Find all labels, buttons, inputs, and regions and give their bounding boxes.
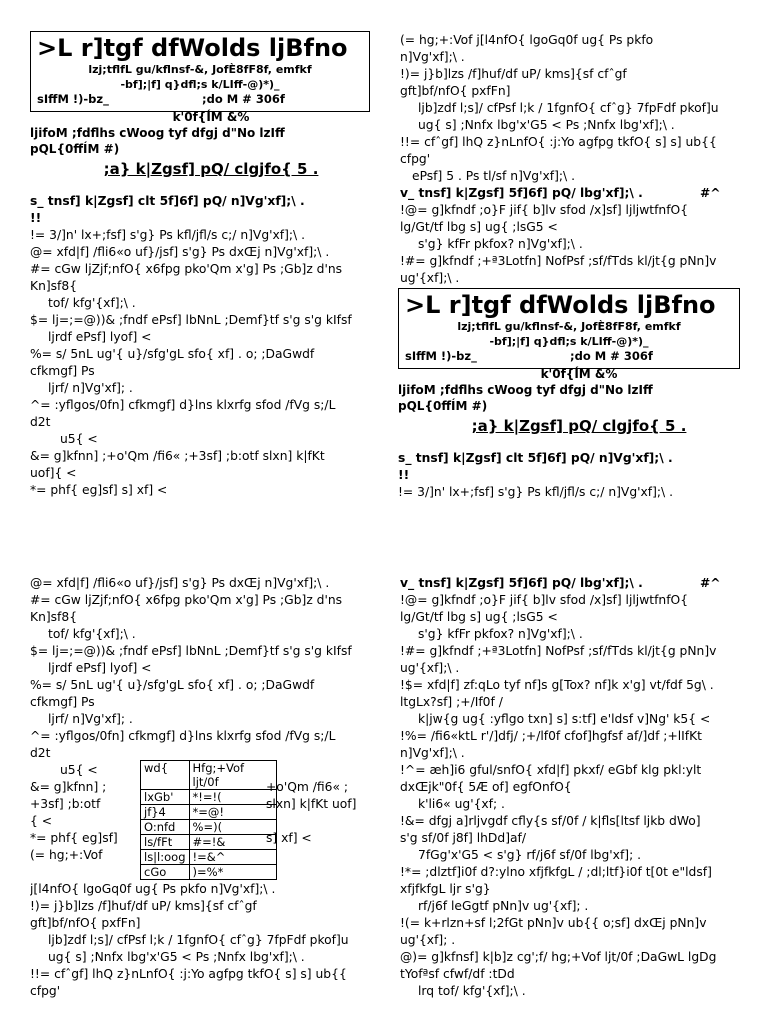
table-cell-population: #=!&	[189, 835, 276, 850]
question-line: uof]{ <	[30, 466, 77, 480]
question-line: !&= dfgj a]rljvgdf cfly{s sf/0f / k|fls[ltsf ljkb dWo]	[400, 814, 701, 828]
question-line: ^= :yflgos/0fn] cfkmgf] d}lns klxrfg sfod /fVg s;/L	[30, 398, 336, 412]
right-column-mid	[398, 288, 760, 501]
question-line: ljb]zdf l;s]/ cfPsf l;k / 1fgnfO{ cfˆg} 7fpFdf pkof]u	[418, 101, 719, 115]
question-line: 7fGg'x'G5 < s'g} rf/j6f sf/0f lbg'xf]; .	[418, 848, 642, 862]
left-column-top	[30, 31, 392, 499]
header-subtitle-1: lzj;tflfL gu/kflnsf-&, JofÈ8fF8f, emfkf	[88, 63, 312, 76]
section-mark: !!	[30, 211, 42, 225]
question-line: d2t	[30, 746, 51, 760]
question-line: &= g]kfnn] ;	[30, 780, 107, 794]
table-row	[141, 761, 277, 790]
table-row	[141, 835, 277, 850]
question-line: !!= cfˆgf] lhQ z}nLnfO{ :j:Yo agfpg tkfO{ s] s] ub{{	[400, 135, 717, 149]
exam-header-box	[30, 31, 370, 112]
board-title: >L r]tgf dfWolds ljBfno	[37, 34, 348, 62]
table-cell-population: Hfg;+Vof ljt/0f	[189, 761, 276, 790]
table-cell-population: )=%*	[189, 865, 276, 880]
question-line: { <	[30, 814, 53, 828]
question-line: ug'{xf];\ .	[400, 661, 460, 675]
question-line: ug{ s] ;Nnfx lbg'x'G5 < Ps ;Nnfx lbg'xf];\ .	[418, 118, 675, 132]
question-line: ljrdf ePsf] lyof] <	[48, 661, 152, 675]
question-line: cfkmgf] Ps	[30, 695, 95, 709]
table-row	[141, 865, 277, 880]
time-label: ;do M # 306f	[570, 349, 653, 363]
pass-marks: pQL{0ffÍM #)	[398, 399, 488, 413]
question-line: lg/Gt/tf lbg s] ug{ ;lsG5 <	[400, 610, 558, 624]
question-line: !#= g]kfndf ;+ª3Lotfn] NofPsf ;sf/fTds kl/jt{g pNn]v	[400, 644, 717, 658]
header-subtitle-2: -bf];|f] q}dfl;s k/LIff-@)*)_	[120, 78, 280, 91]
question-line: cfpg'	[400, 152, 431, 166]
question-line: ljb]zdf l;s]/ cfPsf l;k / 1fgnfO{ cfˆg} 7fpFdf pkof]u	[48, 933, 349, 947]
beside-table-text	[266, 779, 356, 813]
question-line: !^= æh]i6 gful/snfO{ xfd|f] pkxf/ eGbf klg pkl:ylt	[400, 763, 702, 777]
question-line: d2t	[30, 415, 51, 429]
question-line: !@= g]kfndf ;o}F jif{ b]lv sfod /x]sf] ljljwtfnfO{	[400, 593, 689, 607]
question-line: s'g} kfFr pkfox? n]Vg'xf];\ .	[418, 237, 583, 251]
table-row	[141, 850, 277, 865]
table-cell-population: *!=!(	[189, 790, 276, 805]
question-line: tof/ kfg'{xf];\ .	[48, 296, 136, 310]
question-line: !*= ;dlztf]i0f d?:ylno xfjfkfgL / ;dl;ltf}i0f t[0t e"ldsf]	[400, 865, 712, 879]
question-line: +o'Qm /fi6« ;	[266, 780, 349, 794]
question-line: ljrf/ n]Vg'xf]; .	[48, 712, 133, 726]
question-list	[30, 227, 392, 499]
question-line: ug{ s] ;Nnfx lbg'x'G5 < Ps ;Nnfx lbg'xf];\ .	[48, 950, 305, 964]
question-line: gft]bf/nfO{ pxfFn]	[400, 84, 511, 98]
question-line: cfpg'	[30, 984, 61, 998]
question-line: $= lj=;=@))& ;fndf ePsf] lbNnL ;Demf}tf s'g s'g kIfsf	[30, 644, 352, 658]
question-line: ug'{xf];\ .	[400, 271, 460, 285]
question-line: u5{ <	[60, 432, 98, 446]
section-heading-text: v_ tnsf] k|Zgsf] 5f]6f] pQ/ lbg'xf];\ .	[400, 576, 643, 590]
question-line: tof/ kfg'{xf];\ .	[48, 627, 136, 641]
population-table	[140, 760, 277, 880]
class-label: sIffM !)-bz_	[405, 349, 477, 363]
question-line: #= cGw ljZjf;nfO{ x6fpg pko'Qm x'g] Ps ;Gb]z d'ns	[30, 262, 343, 276]
question-line: !#= g]kfndf ;+ª3Lotfn] NofPsf ;sf/fTds kl/jt{g pNn]v	[400, 254, 717, 268]
question-line: cfkmgf] Ps	[30, 364, 95, 378]
question-line: s'g sf/0f j8f] lhDd]af/	[400, 831, 527, 845]
population-table-wrap	[140, 760, 277, 880]
question-line: #= cGw ljZjf;nfO{ x6fpg pko'Qm x'g] Ps ;Gb]z d'ns	[30, 593, 343, 607]
beside-table-text-2	[266, 830, 312, 847]
board-title: >L r]tgf dfWolds ljBfno	[405, 291, 716, 319]
question-line: %= s/ 5nL ug'{ u}/sfg'gL sfo{ xf] . o; ;DaGwdf	[30, 678, 315, 692]
section-heading: s_ tnsf] k|Zgsf] clt 5f]6f] pQ/ n]Vg'xf];\ .	[398, 451, 673, 465]
question-line: != 3/]n' lx+;fsf] s'g} Ps kfl/jfl/s c;/ n]Vg'xf];\ .	[30, 228, 306, 242]
question-line: ug'{xf]; .	[400, 933, 456, 947]
header-subtitle-1: lzj;tflfL gu/kflnsf-&, JofÈ8fF8f, emfkf	[457, 320, 681, 333]
question-line: lrq tof/ kfg'{xf];\ .	[418, 984, 526, 998]
section-heading: s_ tnsf] k|Zgsf] clt 5f]6f] pQ/ n]Vg'xf];\ .	[30, 194, 305, 208]
table-row	[141, 790, 277, 805]
table-row	[141, 805, 277, 820]
full-marks: k'0f{ÍM &%	[540, 367, 618, 381]
question-line: !)= j}b]lzs /f]huf/df uP/ kms]{sf cfˆgf	[400, 67, 627, 81]
question-line: rf/j6f leGgtf pNn]v ug'{xf]; .	[418, 899, 589, 913]
section-mark: #^	[700, 186, 721, 200]
question-line: k'li6« ug'{xf; .	[418, 797, 505, 811]
header-subtitle-2: -bf];|f] q}dfl;s k/LIff-@)*)_	[489, 335, 649, 348]
pass-marks: pQL{0ffÍM #)	[30, 142, 120, 156]
question-line: !!= cfˆgf] lhQ z}nLnfO{ :j:Yo agfpg tkfO{ s] s] ub{{	[30, 967, 347, 981]
question-line: @= xfd|f] /fli6«o uf}/jsf] s'g} Ps dxŒj n]Vg'xf];\ .	[30, 245, 330, 259]
exam-header-box	[398, 288, 740, 369]
left-column-after-table	[30, 881, 392, 1000]
section-heading	[400, 575, 762, 592]
table-cell-religion: ls/fFt	[141, 835, 190, 850]
class-time-row	[37, 92, 369, 107]
question-line: Kn]sf8{	[30, 279, 78, 293]
table-cell-religion: cGo	[141, 865, 190, 880]
section-mark: !!	[398, 468, 410, 482]
question-line: u5{ <	[60, 763, 98, 777]
question-line: != 3/]n' lx+;fsf] s'g} Ps kfl/jfl/s c;/ n]Vg'xf];\ .	[398, 485, 674, 499]
question-line: @)= g]kfnsf] k|b]z cg';f/ hg;+Vof ljt/0f ;DaGwL lgDg	[400, 950, 717, 964]
question-line: slxn] k|fKt uof]	[266, 797, 357, 811]
question-line: &= g]kfnn] ;+o'Qm /fi6« ;+3sf] ;b:otf slxn] k|fKt	[30, 449, 325, 463]
subject-line: ljifoM ;fdflhs cWoog tyf dfgj d"No lzIff	[30, 126, 285, 140]
full-marks: k'0f{ÍM &%	[172, 110, 250, 124]
table-cell-religion: wd{	[141, 761, 190, 790]
left-wrap-text	[30, 762, 140, 864]
table-cell-population: *=@!	[189, 805, 276, 820]
question-line: @= xfd|f] /fli6«o uf}/jsf] s'g} Ps dxŒj n]Vg'xf];\ .	[30, 576, 330, 590]
question-line: s] xf] <	[266, 831, 312, 845]
question-line: ljrdf ePsf] lyof] <	[48, 330, 152, 344]
question-line: *= phf{ eg]sf]	[30, 831, 118, 845]
chapter-title: ;a} k|Zgsf] pQ/ clgjfo{ 5 .	[103, 160, 319, 178]
question-line: xfjfkfgL ljr s'g}	[400, 882, 491, 896]
question-line: (= hg;+:Vof	[30, 848, 103, 862]
question-line: ^= :yflgos/0fn] cfkmgf] d}lns klxrfg sfod /fVg s;/L	[30, 729, 336, 743]
section-heading	[400, 185, 762, 202]
question-line: n]Vg'xf];\ .	[400, 50, 465, 64]
table-row	[141, 820, 277, 835]
question-line: ljrf/ n]Vg'xf]; .	[48, 381, 133, 395]
table-cell-religion: lxGb'	[141, 790, 190, 805]
question-line: gft]bf/nfO{ pxfFn]	[30, 916, 141, 930]
subject-line: ljifoM ;fdflhs cWoog tyf dfgj d"No lzIff	[398, 383, 653, 397]
question-line: (= hg;+:Vof j[l4nfO{ lgoGq0f ug{ Ps pkfo	[400, 33, 654, 47]
question-line: j[l4nfO{ lgoGq0f ug{ Ps pkfo n]Vg'xf];\ .	[30, 882, 276, 896]
right-column-bottom	[400, 575, 762, 1000]
question-line: !(= k+rlzn+sf l;2fGt pNn]v ub{{ o;sf] dxŒj pNn]v	[400, 916, 707, 930]
question-line: !@= g]kfndf ;o}F jif{ b]lv sfod /x]sf] ljljwtfnfO{	[400, 203, 689, 217]
table-cell-religion: ls|l:oog	[141, 850, 190, 865]
class-time-row	[405, 349, 739, 364]
question-line: s'g} kfFr pkfox? n]Vg'xf];\ .	[418, 627, 583, 641]
question-line: $= lj=;=@))& ;fndf ePsf] lbNnL ;Demf}tf s'g s'g kIfsf	[30, 313, 352, 327]
table-cell-religion: jf}4	[141, 805, 190, 820]
section-heading-text: v_ tnsf] k|Zgsf] 5f]6f] pQ/ lbg'xf];\ .	[400, 186, 643, 200]
question-line: *= phf{ eg]sf] s] xf] <	[30, 483, 168, 497]
table-cell-religion: O:nfd	[141, 820, 190, 835]
question-line: tYofªsf cfwf/df :tDd	[400, 967, 515, 981]
question-line: !)= j}b]lzs /f]huf/df uP/ kms]{sf cfˆgf	[30, 899, 257, 913]
chapter-title: ;a} k|Zgsf] pQ/ clgjfo{ 5 .	[471, 417, 687, 435]
question-line: ltgLx?sf] ;+/If0f /	[400, 695, 503, 709]
question-line: !$= xfd|f] zf:qLo tyf nf]s g[Tox? nf]k x'g] vt/fdf 5g\ .	[400, 678, 714, 692]
question-line: Kn]sf8{	[30, 610, 78, 624]
question-line: !%= /fi6«ktL r'/]dfj/ ;+/lf0f cfof]hgfsf af/]df ;+lIfKt	[400, 729, 703, 743]
question-line: +3sf] ;b:otf	[30, 797, 101, 811]
question-line: k|jw{g ug{ :yflgo txn] s] s:tf] e'ldsf v]Ng' k5{ <	[418, 712, 711, 726]
right-column-top	[400, 32, 762, 287]
question-line: dxŒjk"0f{ 5Æ of] egfOnfO{	[400, 780, 572, 794]
table-cell-population: %=)(	[189, 820, 276, 835]
class-label: sIffM !)-bz_	[37, 92, 109, 106]
question-line: ePsf] 5 . Ps tl/sf n]Vg'xf];\ .	[412, 169, 575, 183]
question-line: lg/Gt/tf lbg s] ug{ ;lsG5 <	[400, 220, 558, 234]
left-column-bottom	[30, 575, 392, 762]
table-cell-population: !=&^	[189, 850, 276, 865]
time-label: ;do M # 306f	[202, 92, 285, 106]
question-line: n]Vg'xf];\ .	[400, 746, 465, 760]
section-mark: #^	[700, 576, 721, 590]
question-line: %= s/ 5nL ug'{ u}/sfg'gL sfo{ xf] . o; ;DaGwdf	[30, 347, 315, 361]
